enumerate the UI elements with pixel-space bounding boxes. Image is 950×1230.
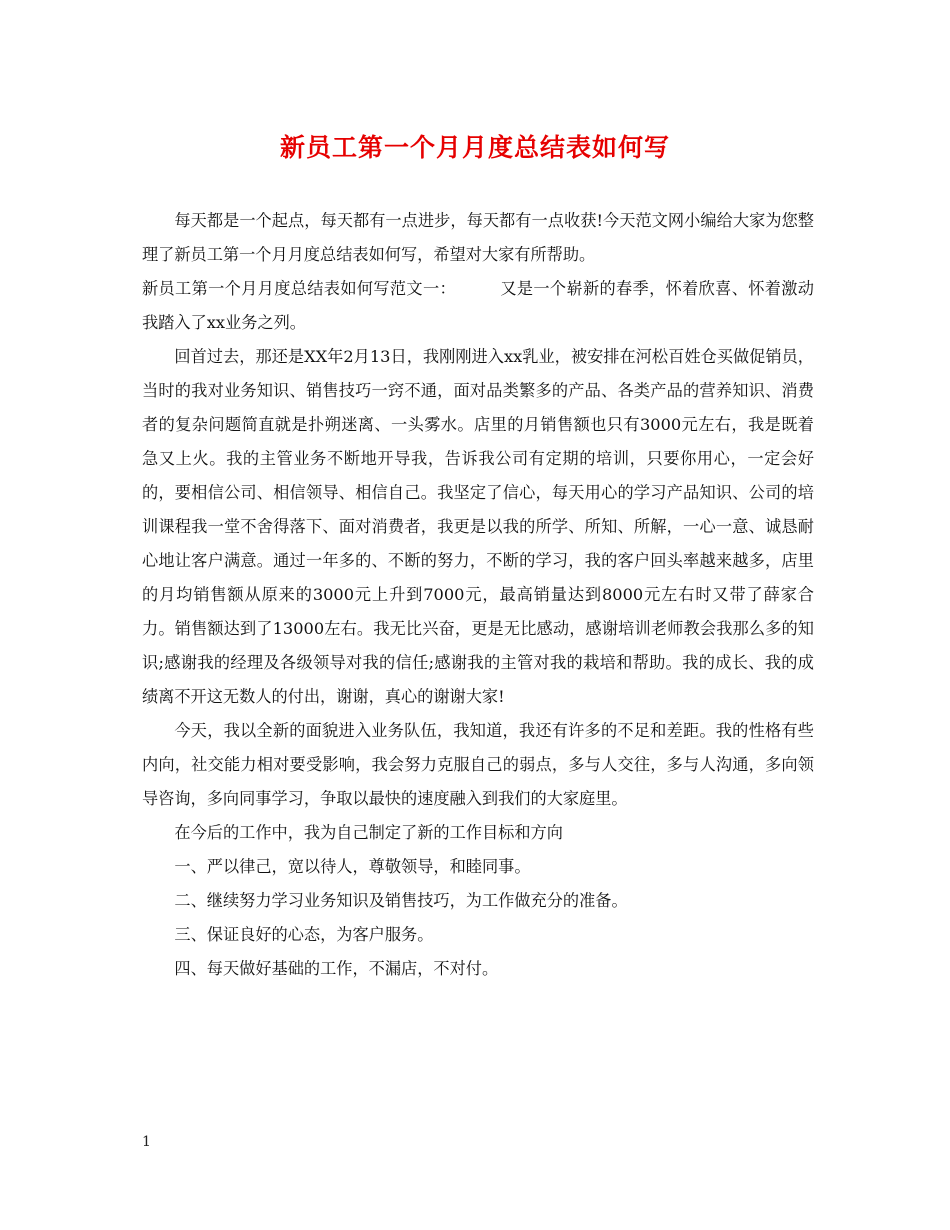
intro-paragraph: 每天都是一个起点，每天都有一点进步，每天都有一点收获!今天范文网小编给大家为您整理了新员工第一个月月度总结表如何写，希望对大家有所帮助。 <box>142 211 814 264</box>
sample-opening: 又是一个崭新的春季，怀着欣喜、怀着激动我踏入了xx业务之列。 <box>142 279 814 332</box>
goal-item-2: 二、继续努力学习业务知识及销售技巧，为工作做充分的准备。 <box>174 891 628 910</box>
sample-paragraph <box>142 272 814 340</box>
body-paragraph-goals-intro: 在今后的工作中，我为自己制定了新的工作目标和方向 <box>174 823 563 842</box>
goal-item-4: 四、每天做好基础的工作，不漏店，不对付。 <box>174 959 499 978</box>
document-title: 新员工第一个月月度总结表如何写 <box>279 133 670 162</box>
body-paragraph-review: 回首过去，那还是XX年2月13日，我刚刚进入xx乳业，被安排在河松百姓仓买做促销员，当时的我对业务知识、销售技巧一窍不通，面对品类繁多的产品、各类产品的营养知识、消费者的复杂问题简直就是扑朔迷离、一头雾水。店里的月销售额也只有3000元左右，我是既着急又上火。我的主管业务不断地开导我，告诉我公司有定期的培训，只要你用心，一定会好的，要相信公司、相信领导、相信自己。我坚定了信心，每天用心的学习产品知识、公司的培训课程我一堂不舍得落下、面对消费者，我更是以我的所学、所知、所解，一心一意、诚恳耐心地让客户满意。通过一年多的、不断的努力，不断的学习，我的客户回头率越来越多，店里的月均销售额从原来的3000元上升到7000元，最高销量达到8000元左右时又带了薛家合力。销售额达到了13000左右。我无比兴奋，更是无比感动，感谢培训老师教会我那么多的知识;感谢我的经理及各级领导对我的信任;感谢我的主管对我的栽培和帮助。我的成长、我的成绩离不开这无数人的付出，谢谢，真心的谢谢大家! <box>142 347 814 706</box>
page-number: 1 <box>142 1134 151 1150</box>
body-paragraph-today: 今天，我以全新的面貌进入业务队伍，我知道，我还有许多的不足和差距。我的性格有些内向，社交能力相对要受影响，我会努力克服自己的弱点，多与人交往，多与人沟通，多向领导咨询，多向同事学习，争取以最快的速度融入到我们的大家庭里。 <box>142 721 814 808</box>
goal-item-1: 一、严以律己，宽以待人，尊敬领导，和睦同事。 <box>174 857 531 876</box>
sample-heading: 新员工第一个月月度总结表如何写范文一： <box>142 279 456 298</box>
goal-item-3: 三、保证良好的心态，为客户服务。 <box>174 925 434 944</box>
document-body <box>142 204 814 986</box>
